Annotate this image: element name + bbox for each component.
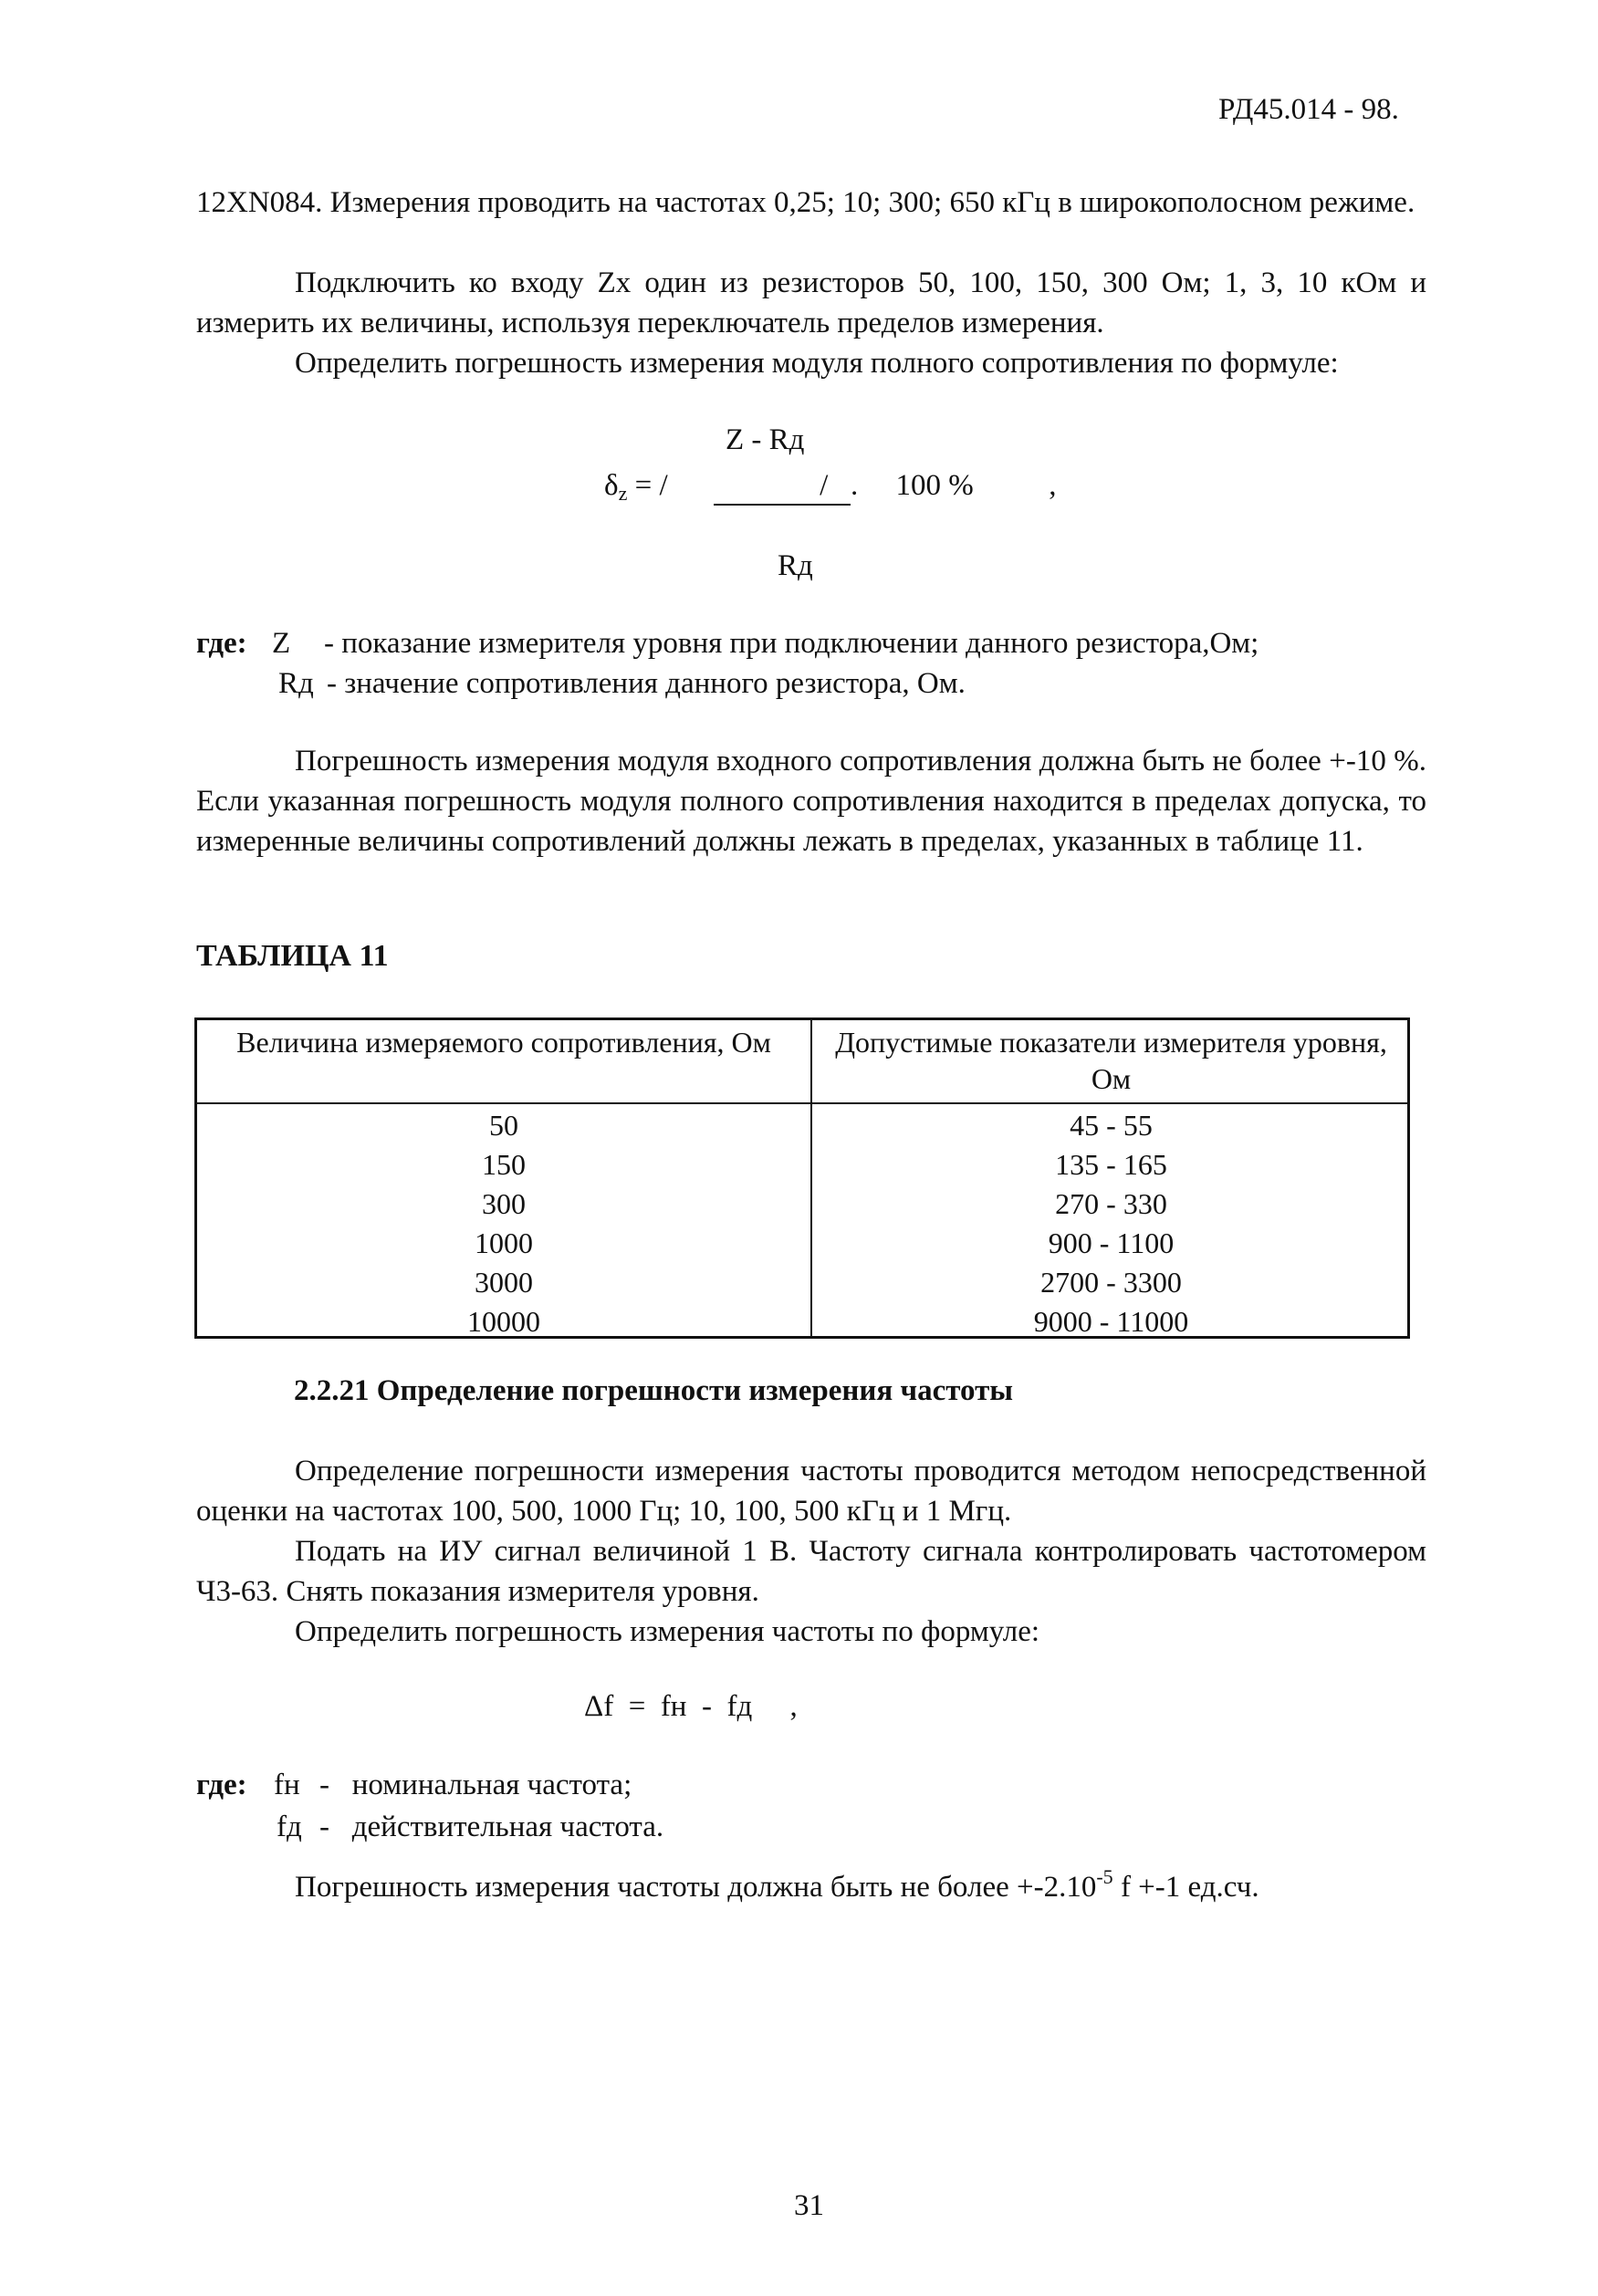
table-cell: 270 - 330 bbox=[1055, 1187, 1167, 1220]
where2-fn-symbol: fн bbox=[274, 1769, 300, 1801]
table-cell: 9000 - 11000 bbox=[1033, 1305, 1189, 1338]
where1-z-description: - показание измерителя уровня при подключении данного резистора,Ом; bbox=[324, 627, 1259, 660]
table-cell: 2700 - 3300 bbox=[1040, 1266, 1182, 1299]
resistance-table bbox=[194, 1018, 1410, 1339]
table-cell: 3000 bbox=[475, 1266, 533, 1299]
where1-r-description: - значение сопротивления данного резистора, Ом. bbox=[327, 667, 966, 700]
final-requirement-tail: f +-1 ед.сч. bbox=[1112, 1871, 1259, 1904]
where1-z-symbol: Z bbox=[272, 627, 291, 660]
table-header-measured: Величина измеряемого сопротивления, Ом bbox=[236, 1026, 771, 1059]
table-cell: 300 bbox=[482, 1187, 526, 1220]
section-heading: 2.2.21 Определение погрешности измерения частоты bbox=[294, 1374, 1014, 1407]
table-cell: 50 bbox=[489, 1109, 518, 1142]
table-cell: 135 - 165 bbox=[1055, 1148, 1167, 1181]
where2-fn-description: - номинальная частота; bbox=[319, 1769, 632, 1801]
formula1-numerator: Z - Rд bbox=[726, 423, 805, 456]
where2-fd-symbol: fд bbox=[277, 1811, 302, 1843]
paragraph-determine-error: Определить погрешность измерения модуля полного сопротивления по формуле: bbox=[295, 347, 1339, 380]
formula2: Δf = fн - fд , bbox=[584, 1690, 798, 1723]
paragraph-measurement-frequencies: 12XN084. Измерения проводить на частотах 0,25; 10; 300; 650 кГц в широкополосном режиме. bbox=[196, 186, 1415, 219]
final-requirement-exponent: -5 bbox=[1096, 1865, 1113, 1888]
paragraph-connect-resistors: Подключить ко входу Zх один из резисторов 50, 100, 150, 300 Ом; 1, 3, 10 кОм и измерить их величины, используя переключатель пределов измерения. bbox=[196, 266, 1426, 339]
table-cell: 1000 bbox=[475, 1226, 533, 1259]
table-cell: 150 bbox=[482, 1148, 526, 1181]
formula1-denominator: Rд bbox=[778, 549, 813, 582]
final-requirement-text: Погрешность измерения частоты должна быть не более +-2.10 bbox=[295, 1871, 1097, 1904]
table-cell: 900 - 1100 bbox=[1048, 1226, 1175, 1259]
page-number: 31 bbox=[794, 2189, 824, 2222]
paragraph-frequency-formula-intro: Определить погрешность измерения частоты по формуле: bbox=[295, 1615, 1040, 1648]
table-column-allowed bbox=[812, 1106, 1410, 1341]
table-header-divider bbox=[197, 1102, 1407, 1104]
final-requirement bbox=[295, 1859, 1259, 1905]
paragraph-frequency-method: Определение погрешности измерения частоты проводится методом непосредственной оценки на частотах 100, 500, 1000 Гц; 10, 100, 500 кГц и 1 Мгц. bbox=[196, 1455, 1426, 1528]
where2-fd-description: - действительная частота. bbox=[319, 1811, 664, 1843]
paragraph-error-limit: Погрешность измерения модуля входного сопротивления должна быть не более +-10 %. Если указанная погрешность модуля полного сопротивления находится в пределах допуска, то измеренные величины сопротивлений должны лежать в пределах, указанных в таблице 11. bbox=[196, 745, 1426, 858]
formula1-lhs-subscript: z bbox=[618, 482, 628, 505]
table-cell: 10000 bbox=[467, 1305, 540, 1338]
where1-r-symbol: Rд bbox=[278, 667, 314, 700]
table-header-allowed: Допустимые показатели измерителя уровня, Ом bbox=[835, 1026, 1387, 1095]
document-code: РД45.014 - 98. bbox=[1218, 93, 1399, 126]
where1-label bbox=[196, 625, 247, 662]
where-label: где: bbox=[196, 627, 247, 660]
table-title: ТАБЛИЦА 11 bbox=[196, 939, 389, 973]
formula1-fraction-bar bbox=[714, 504, 851, 506]
where2-label: где: bbox=[196, 1769, 247, 1801]
formula1-lhs: δ bbox=[604, 469, 619, 502]
table-cell: 45 - 55 bbox=[1070, 1109, 1153, 1142]
table-column-measured bbox=[197, 1106, 810, 1341]
formula1-close: / . 100 % , bbox=[820, 469, 1057, 502]
formula1-eq: = / bbox=[634, 469, 668, 502]
paragraph-apply-signal: Подать на ИУ сигнал величиной 1 В. Частоту сигнала контролировать частотомером Ч3-63. Снять показания измерителя уровня. bbox=[196, 1535, 1426, 1608]
